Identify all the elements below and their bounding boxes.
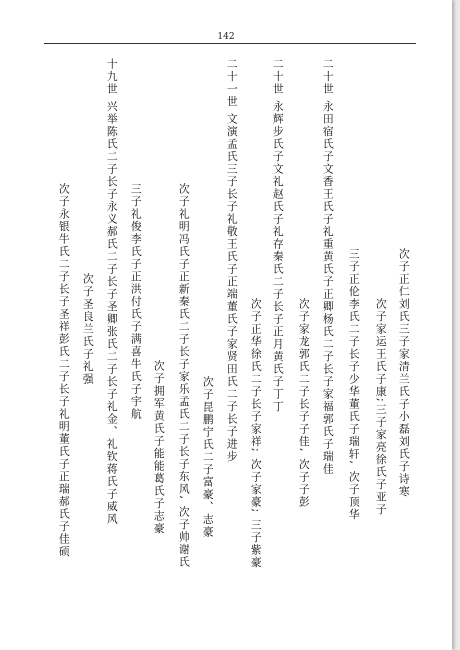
genealogy-column: 次子家运王氏子康;三子家亮徐氏子亚子 xyxy=(374,298,388,516)
genealogy-column: 三子礼俊李氏子正洪付氏子满喜牛氏子宇航 xyxy=(129,183,143,421)
genealogy-column: 次子家龙郭氏二子长子子佳, 次子子彭 xyxy=(297,298,311,509)
genealogy-column: 次子拥军黄氏子能能葛氏子志豪 xyxy=(152,360,166,535)
header-rule xyxy=(44,43,416,44)
genealogy-column: 次子永银牛氏二子长子圣祥彭氏二子长子礼明董氏子正瑞郝氏子佳硕 xyxy=(57,183,71,558)
genealogy-column: 次子圣良兰氏子礼强 xyxy=(81,273,95,386)
page-number: 142 xyxy=(217,32,235,42)
genealogy-column: 三子正伦李氏二子长子少华董氏子瑞轩, 次子顶华 xyxy=(347,248,361,521)
genealogy-column: 二十一世 文演孟氏三子长子礼敬王氏子正端董氏子家贤田氏二子长子进步 xyxy=(225,58,239,464)
genealogy-column: 十九世 兴举陈氏二子长子永义郝氏二子长子圣卿张氏二子长子礼金、礼钦蒋氏子威风 xyxy=(105,58,119,526)
genealogy-column: 次子正仁刘氏三子家清兰氏子小磊刘氏子诗寒 xyxy=(397,248,411,498)
genealogy-column: 二十世 永辉步氏子文礼赵氏子礼存秦氏二子长子正月黄氏子丁丁 xyxy=(271,58,285,414)
genealogy-column: 二十世 永田宿氏子文香王氏子礼重黄氏子正卿杨氏二子长子家福郭氏子瑞佳 xyxy=(321,58,335,476)
genealogy-column: 次子昆鹏宁氏二子富豪、志豪 xyxy=(201,376,215,539)
genealogy-column: 次子礼明冯氏子正新秦氏二子长子家乐孟氏二子长子东风, 次子帅谢氏 xyxy=(177,183,191,569)
genealogy-column: 次子正华徐氏二子长子家祥; 次子家豪; 三子紫豪 xyxy=(249,298,263,569)
